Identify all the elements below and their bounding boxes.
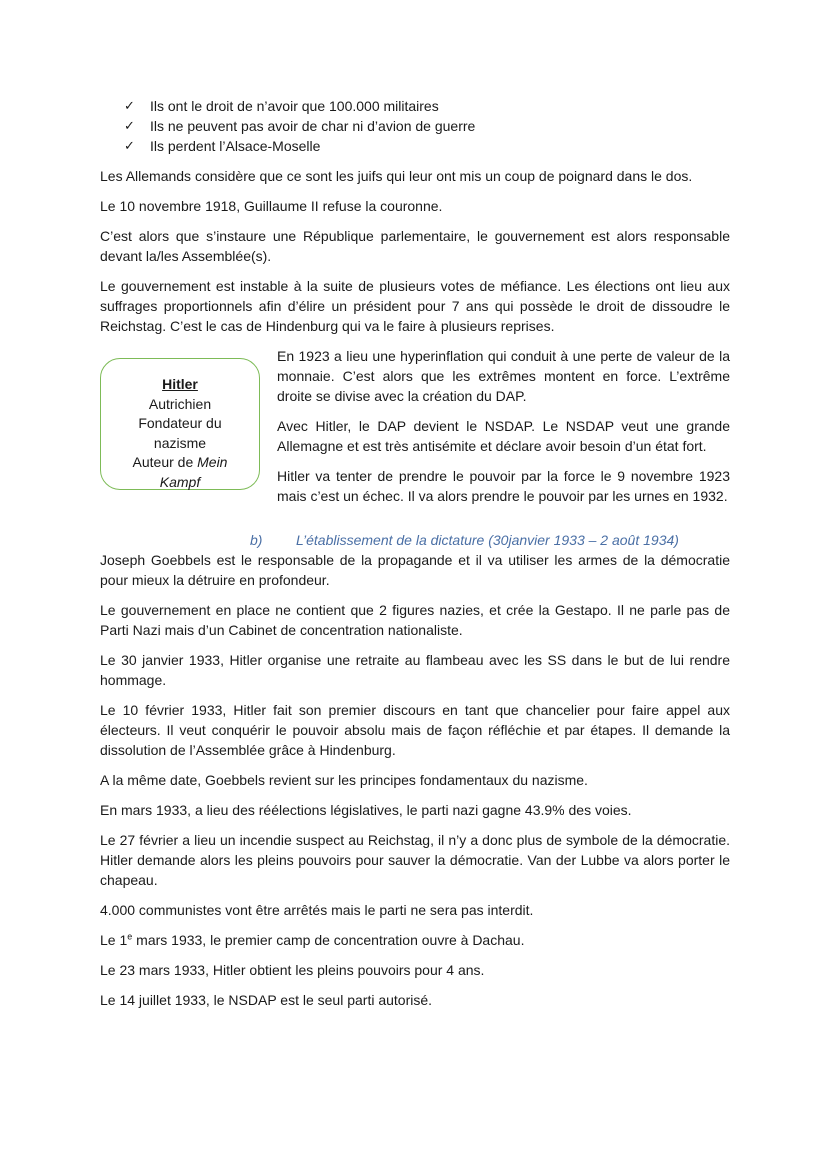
paragraph: 4.000 communistes vont être arrêtés mais le parti ne sera pas interdit. bbox=[100, 902, 534, 918]
paragraph: En 1923 a lieu une hyperinflation qui conduit à une perte de valeur de la monnaie. C’est alors que les extrêmes montent en force. L’extrême droite se divise avec la création du DAP. bbox=[277, 348, 730, 404]
bio-line: Autrichien bbox=[148, 395, 212, 412]
hitler-section bbox=[100, 346, 730, 510]
bio-line: Kampf bbox=[159, 473, 201, 490]
paragraph: C’est alors que s’instaure une République parlementaire, le gouvernement est alors responsable devant la/les Assemblée(s). bbox=[100, 228, 730, 264]
list-item: ✓ Ils ne peuvent pas avoir de char ni d’avion de guerre bbox=[124, 118, 476, 134]
checkmark-icon: ✓ bbox=[124, 118, 135, 133]
list-item: ✓ Ils perdent l’Alsace-Moselle bbox=[124, 138, 321, 154]
bio-line: Auteur de Mein bbox=[132, 454, 228, 470]
paragraph: Le 27 février a lieu un incendie suspect au Reichstag, il n’y a donc plus de symbole de la démocratie. Hitler demande alors les pleins pouvoirs pour sauver la démocratie. Van der Lubbe va alors porter le chapeau. bbox=[100, 832, 730, 888]
section-heading: b) L’établissement de la dictature (30janvier 1933 – 2 août 1934) bbox=[250, 532, 679, 548]
paragraph: Le 10 février 1933, Hitler fait son premier discours en tant que chancelier pour faire appel aux électeurs. Il veut conquérir le pouvoir absolu mais de façon réfléchie et par étapes. Il demande la dissolution de l’Assemblée grâce à Hindenburg. bbox=[100, 702, 730, 758]
document-page bbox=[100, 96, 730, 1020]
bio-line: nazisme bbox=[153, 434, 207, 451]
paragraph: En mars 1933, a lieu des réélections législatives, le parti nazi gagne 43.9% des voies. bbox=[100, 802, 632, 818]
hitler-paragraphs bbox=[277, 346, 730, 516]
paragraph: Le gouvernement est instable à la suite de plusieurs votes de méfiance. Les élections ont lieu aux suffrages proportionnels afin d’élire un président pour 7 ans qui possède le droit de dissoudre le Reichstag. C’est le cas de Hindenburg qui va le faire à plusieurs reprises. bbox=[100, 278, 730, 334]
paragraph: Le 1e mars 1933, le premier camp de concentration ouvre à Dachau. bbox=[100, 931, 525, 948]
paragraph: A la même date, Goebbels revient sur les principes fondamentaux du nazisme. bbox=[100, 772, 588, 788]
hitler-bio-box bbox=[100, 358, 260, 490]
paragraph: Le gouvernement en place ne contient que 2 figures nazies, et crée la Gestapo. Il ne parle pas de Parti Nazi mais d’un Cabinet de concentration nationaliste. bbox=[100, 602, 730, 638]
treaty-checklist bbox=[100, 96, 730, 156]
paragraph: Le 30 janvier 1933, Hitler organise une retraite au flambeau avec les SS dans le but de lui rendre hommage. bbox=[100, 652, 730, 688]
paragraph: Hitler va tenter de prendre le pouvoir par la force le 9 novembre 1923 mais c’est un échec. Il va alors prendre le pouvoir par les urnes en 1932. bbox=[277, 468, 730, 504]
checkmark-icon: ✓ bbox=[124, 138, 135, 153]
bio-name: Hitler bbox=[162, 376, 198, 392]
checkmark-icon: ✓ bbox=[124, 98, 135, 113]
paragraph: Le 23 mars 1933, Hitler obtient les pleins pouvoirs pour 4 ans. bbox=[100, 962, 485, 978]
paragraph: Avec Hitler, le DAP devient le NSDAP. Le NSDAP veut une grande Allemagne et est très antisémite et déclare avoir besoin d’un état fort. bbox=[277, 418, 730, 454]
paragraph: Les Allemands considère que ce sont les juifs qui leur ont mis un coup de poignard dans le dos. bbox=[100, 168, 693, 184]
list-item: ✓ Ils ont le droit de n’avoir que 100.000 militaires bbox=[124, 98, 439, 114]
paragraph: Le 14 juillet 1933, le NSDAP est le seul parti autorisé. bbox=[100, 992, 433, 1008]
paragraph: Le 10 novembre 1918, Guillaume II refuse la couronne. bbox=[100, 198, 443, 214]
paragraph: Joseph Goebbels est le responsable de la propagande et il va utiliser les armes de la démocratie pour mieux la détruire en profondeur. bbox=[100, 552, 730, 588]
bio-line: Fondateur du bbox=[138, 415, 222, 431]
